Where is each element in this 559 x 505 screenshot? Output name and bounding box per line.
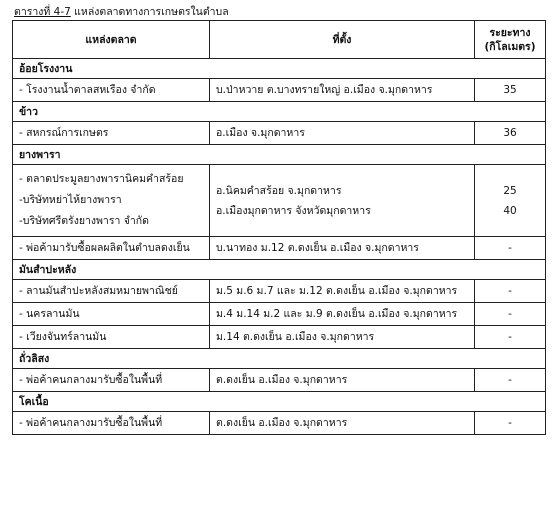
market-cell-line: - โรงงานน้ำตาลสหเรือง จำกัด bbox=[19, 84, 156, 96]
header-distance bbox=[475, 21, 546, 59]
distance-cell bbox=[475, 412, 546, 435]
table-row bbox=[13, 122, 546, 145]
location-cell-line: ต.ดงเย็น อ.เมือง จ.มุกดาหาร bbox=[216, 417, 348, 429]
location-cell bbox=[210, 303, 475, 326]
distance-cell-line: 36 bbox=[503, 127, 517, 139]
header-distance-line2: (กิโลเมตร) bbox=[484, 40, 536, 53]
market-cell-line: - ลานมันสำปะหลังสมหมายพาณิชย์ bbox=[19, 285, 178, 297]
market-cell bbox=[13, 303, 210, 326]
header-market: แหล่งตลาด bbox=[13, 21, 210, 59]
market-cell-line: - สหกรณ์การเกษตร bbox=[19, 127, 109, 139]
table-caption bbox=[14, 3, 229, 20]
location-cell bbox=[210, 237, 475, 260]
caption-label: ตารางที่ 4-7 bbox=[14, 6, 71, 18]
market-cell bbox=[13, 412, 210, 435]
market-cell-line: - พ่อค้ามารับซื้อผลผลิตในตำบลดงเย็น bbox=[19, 242, 190, 254]
location-cell-line: อ.เมือง จ.มุกดาหาร bbox=[216, 127, 305, 139]
distance-cell bbox=[475, 280, 546, 303]
market-cell-line: -บริษัทศรีตรังยางพารา จำกัด bbox=[19, 215, 149, 227]
header-location: ที่ตั้ง bbox=[210, 21, 475, 59]
market-cell bbox=[13, 79, 210, 102]
location-cell bbox=[210, 165, 475, 237]
market-cell bbox=[13, 165, 210, 237]
market-cell-line: - เวียงจันทร์ลานมัน bbox=[19, 331, 107, 343]
market-cell-line: - พ่อค้าคนกลางมารับซื้อในพื้นที่ bbox=[19, 374, 163, 386]
location-cell bbox=[210, 412, 475, 435]
location-cell-line: ม.4 ม.14 ม.2 และ ม.9 ต.ดงเย็น อ.เมือง จ.มุกดาหาร bbox=[216, 308, 458, 320]
location-cell-line: ม.14 ต.ดงเย็น อ.เมือง จ.มุกดาหาร bbox=[216, 331, 375, 343]
category-row bbox=[13, 145, 546, 165]
category-row bbox=[13, 102, 546, 122]
distance-cell-line: 25 bbox=[503, 184, 517, 197]
location-cell bbox=[210, 326, 475, 349]
distance-cell bbox=[475, 237, 546, 260]
category-name: ยางพารา bbox=[13, 145, 546, 165]
distance-cell bbox=[475, 79, 546, 102]
market-cell-line: - นครลานมัน bbox=[19, 308, 80, 320]
location-cell-line: ม.5 ม.6 ม.7 และ ม.12 ต.ดงเย็น อ.เมือง จ.มุกดาหาร bbox=[216, 285, 458, 297]
market-cell bbox=[13, 280, 210, 303]
category-name: มันสำปะหลัง bbox=[13, 260, 546, 280]
location-cell-line: บ.ป่าหวาย ต.บางทรายใหญ่ อ.เมือง จ.มุกดาหาร bbox=[216, 84, 433, 96]
location-cell-line: ต.ดงเย็น อ.เมือง จ.มุกดาหาร bbox=[216, 374, 348, 386]
category-row bbox=[13, 392, 546, 412]
category-row bbox=[13, 260, 546, 280]
distance-cell-line: - bbox=[508, 308, 512, 320]
table-row bbox=[13, 165, 546, 237]
table-row bbox=[13, 369, 546, 392]
market-cell bbox=[13, 369, 210, 392]
distance-cell bbox=[475, 122, 546, 145]
table-row bbox=[13, 303, 546, 326]
location-cell bbox=[210, 79, 475, 102]
location-cell bbox=[210, 280, 475, 303]
distance-cell-line: - bbox=[508, 417, 512, 429]
location-cell-line: อ.เมืองมุกดาหาร จังหวัดมุกดาหาร bbox=[216, 204, 371, 217]
market-cell-line: - พ่อค้าคนกลางมารับซื้อในพื้นที่ bbox=[19, 417, 163, 429]
table-row bbox=[13, 79, 546, 102]
distance-cell-line: 40 bbox=[503, 204, 517, 217]
location-cell-line: อ.นิคมคำสร้อย จ.มุกดาหาร bbox=[216, 184, 342, 197]
category-row bbox=[13, 59, 546, 79]
distance-cell-line: - bbox=[508, 242, 512, 254]
table-body bbox=[13, 59, 546, 435]
header-distance-line1: ระยะทาง bbox=[489, 26, 531, 39]
category-name: ข้าว bbox=[13, 102, 546, 122]
distance-cell bbox=[475, 303, 546, 326]
category-row bbox=[13, 349, 546, 369]
location-cell bbox=[210, 369, 475, 392]
distance-cell bbox=[475, 369, 546, 392]
market-table bbox=[12, 20, 546, 435]
location-cell-line: บ.นาทอง ม.12 ต.ดงเย็น อ.เมือง จ.มุกดาหาร bbox=[216, 242, 419, 254]
category-name: ถั่วลิสง bbox=[13, 349, 546, 369]
table-row bbox=[13, 237, 546, 260]
location-cell bbox=[210, 122, 475, 145]
distance-cell-line: - bbox=[508, 285, 512, 297]
category-name: โคเนื้อ bbox=[13, 392, 546, 412]
market-cell bbox=[13, 122, 210, 145]
category-name: อ้อยโรงงาน bbox=[13, 59, 546, 79]
market-cell bbox=[13, 326, 210, 349]
market-cell bbox=[13, 237, 210, 260]
table-row bbox=[13, 280, 546, 303]
distance-cell-line: - bbox=[508, 331, 512, 343]
distance-cell bbox=[475, 165, 546, 237]
table-row bbox=[13, 412, 546, 435]
distance-cell bbox=[475, 326, 546, 349]
caption-title: แหล่งตลาดทางการเกษตรในตำบล bbox=[74, 6, 229, 18]
table-row bbox=[13, 326, 546, 349]
market-cell-line: - ตลาดประมูลยางพารานิคมคำสร้อย bbox=[19, 173, 184, 185]
distance-cell-line: - bbox=[508, 374, 512, 386]
distance-cell-line: 35 bbox=[503, 84, 517, 96]
market-cell-line: -บริษัทหย่าไห้ยางพารา bbox=[19, 194, 122, 206]
header-row bbox=[13, 21, 546, 59]
